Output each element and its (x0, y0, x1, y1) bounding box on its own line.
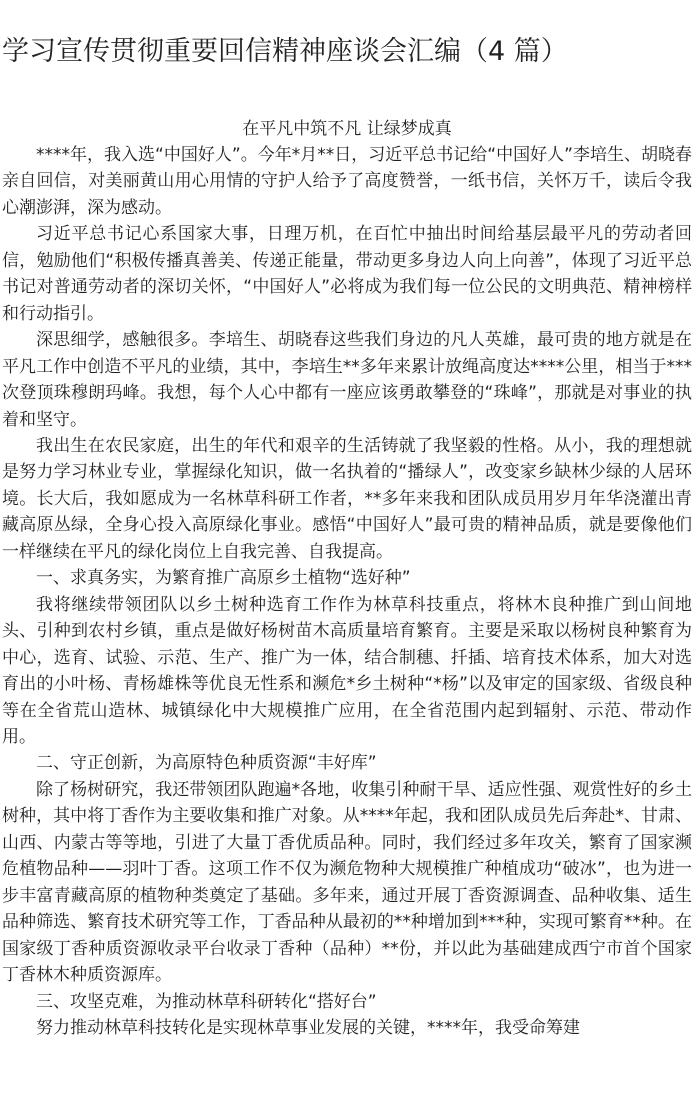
article-body (2, 116, 692, 1041)
article-subtitle: 在平凡中筑不凡 让绿梦成真 (242, 119, 452, 139)
document-title: 学习宣传贯彻重要回信精神座谈会汇编（4 篇） (2, 36, 568, 67)
paragraph: 深思细学，感触很多。李培生、胡晓春这些我们身边的凡人英雄，最可贵的地方就是在平凡工作中创造不平凡的业绩，其中，李培生**多年来累计放绳高度达****公里，相当于***次登顶珠穆朗玛峰。我想，每个人心中都有一座应该勇敢攀登的“珠峰”，那就是对事业的执着和坚守。 (2, 330, 692, 430)
paragraph: 我出生在农民家庭，出生的年代和艰辛的生活铸就了我坚毅的性格。从小，我的理想就是努力学习林业专业，掌握绿化知识，做一名执着的“播绿人”，改变家乡缺林少绿的人居环境。长大后，我如愿成为一名林草科研工作者，**多年来我和团队成员用岁月年华浇灌出青藏高原丛绿，全身心投入高原绿化事业。感悟“中国好人”最可贵的精神品质，就是要像他们一样继续在平凡的绿化岗位上自我完善、自我提高。 (2, 435, 692, 562)
paragraph: 我将继续带领团队以乡土树种选育工作作为林草科技重点，将林木良种推广到山间地头、引种到农村乡镇，重点是做好杨树苗木高质量培育繁育。主要是采取以杨树良种繁育为中心，选育、试验、示范、生产、推广为一体，结合制穗、扦插、培育技术体系，加大对选育出的小叶杨、青杨雄株等优良无性系和濒危*乡土树种“*杨”以及审定的国家级、省级良种等在全省荒山造林、城镇绿化中大规模推广应用，在全省范围内起到辐射、示范、带动作用。 (2, 594, 692, 747)
section-heading: 二、守正创新，为高原特色种质资源“丰好库” (36, 753, 377, 774)
section-heading: 三、攻坚克难，为推动林草科研转化“搭好台” (36, 991, 377, 1012)
paragraph: 除了杨树研究，我还带领团队跑遍*各地，收集引种耐干旱、适应性强、观赏性好的乡土树种，其中将丁香作为主要收集和推广对象。从****年起，我和团队成员先后奔赴*、甘肃、山西、内蒙古等等地，引进了大量丁香优质品种。同时，我们经过多年攻关，繁育了国家濒危植物品种——羽叶丁香。这项工作不仅为濒危物种大规模推广种植成功“破冰”，也为进一步丰富青藏高原的植物种类奠定了基础。多年来，通过开展丁香资源调查、品种收集、适生品种筛选、繁育技术研究等工作，丁香品种从最初的**种增加到***种，实现可繁育**种。在国家级丁香种质资源收录平台收录丁香种（品种）**份，并以此为基础建成西宁市首个国家丁香林木种质资源库。 (2, 779, 692, 986)
paragraph: 习近平总书记心系国家大事，日理万机，在百忙中抽出时间给基层最平凡的劳动者回信，勉励他们“积极传播真善美、传递正能量，带动更多身边人向上向善”，体现了习近平总书记对普通劳动者的深切关怀，“中国好人”必将成为我们每一位公民的文明典范、精神榜样和行动指引。 (2, 224, 692, 324)
section-heading: 一、求真务实，为繁育推广高原乡土植物“选好种” (36, 568, 411, 589)
paragraph: 努力推动林草科技转化是实现林草事业发展的关键，****年，我受命筹建 (36, 1017, 580, 1038)
paragraph: ****年，我入选“中国好人”。今年*月**日，习近平总书记给“中国好人”李培生、胡晓春亲自回信，对美丽黄山用心用情的守护人给予了高度赞誉，一纸书信，关怀万千，读后令我心潮澎湃，深为感动。 (2, 145, 692, 218)
